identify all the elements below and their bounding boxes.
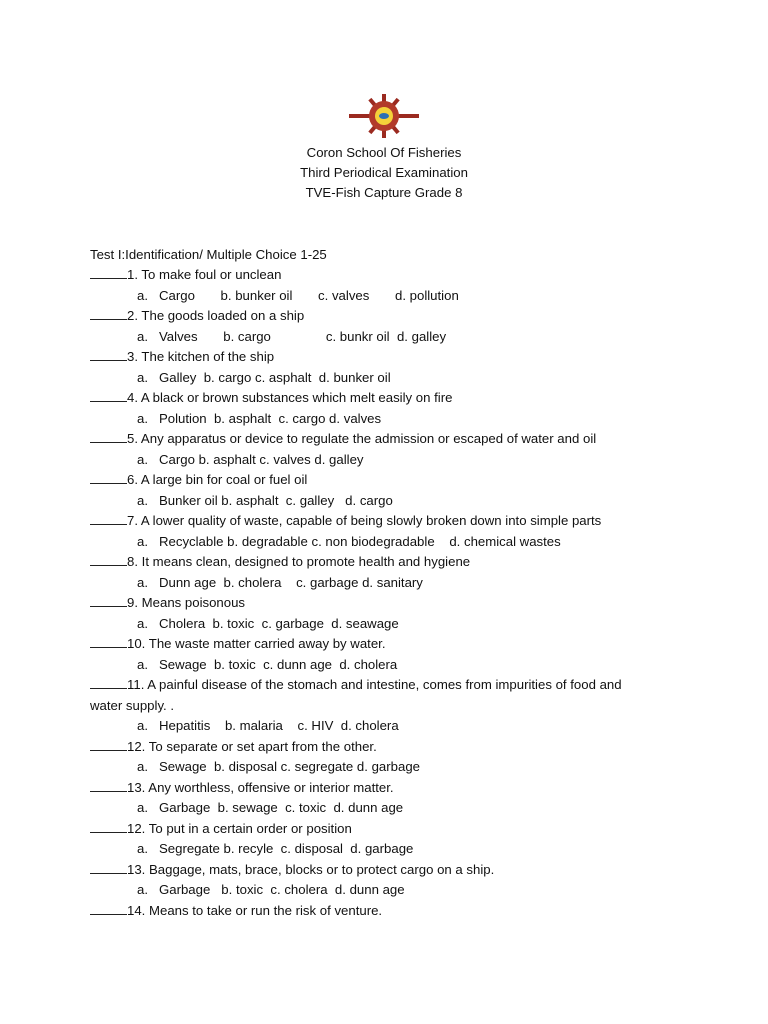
answer-blank[interactable] [90, 903, 127, 915]
answer-blank[interactable] [90, 513, 127, 525]
answer-blank[interactable] [90, 821, 127, 833]
answer-blank[interactable] [90, 780, 127, 792]
question-3 [90, 349, 274, 364]
question-text: 13. Any worthless, offensive or interior matter. [127, 779, 394, 795]
question-9 [90, 595, 245, 610]
question-8 [90, 554, 470, 569]
answer-options: a. Segregate b. recyle c. disposal d. garbage [137, 841, 414, 856]
question-7 [90, 513, 601, 528]
answer-blank[interactable] [90, 595, 127, 607]
answer-options: a. Polution b. asphalt c. cargo d. valves [137, 410, 382, 426]
question-text: 3. The kitchen of the ship [127, 349, 275, 364]
question-6 [90, 472, 307, 487]
school-logo-icon [349, 94, 419, 138]
question-text: 2. The goods loaded on a ship [127, 308, 305, 323]
question-text: 4. A black or brown substances which melt easily on fire [127, 390, 453, 405]
answer-blank[interactable] [90, 677, 127, 689]
question-text: 5. Any apparatus or device to regulate the admission or escaped of water and oil [127, 431, 597, 446]
question-14 [90, 821, 352, 836]
test-title: Test I:Identification/ Multiple Choice 1-25 [90, 247, 327, 262]
exam-title: Third Periodical Examination [300, 165, 468, 180]
answer-options: a. Hepatitis b. malaria c. HIV d. cholera [137, 718, 399, 733]
question-continuation: water supply. . [90, 697, 175, 713]
answer-options: a. Cargo b. asphalt c. valves d. galley [137, 451, 364, 467]
question-text: 7. A lower quality of waste, capable of being slowly broken down into simple parts [127, 513, 602, 528]
answer-options: a. Cargo b. bunker oil c. valves d. pollution [137, 287, 459, 303]
subject-title: TVE-Fish Capture Grade 8 [305, 185, 463, 200]
answer-options: a. Galley b. cargo c. asphalt d. bunker oil [137, 369, 391, 385]
school-name: Coron School Of Fisheries [306, 145, 462, 160]
question-text: 6. A large bin for coal or fuel oil [127, 472, 308, 487]
question-text: 12. To put in a certain order or position [127, 820, 352, 836]
question-4 [90, 390, 452, 405]
question-10 [90, 636, 386, 651]
question-text: 10. The waste matter carried away by water. [127, 636, 386, 651]
question-5 [90, 431, 596, 446]
answer-options: a. Dunn age b. cholera c. garbage d. sanitary [137, 574, 423, 590]
question-text: 12. To separate or set apart from the other. [127, 738, 377, 754]
answer-blank[interactable] [90, 636, 127, 648]
question-15 [90, 862, 494, 877]
answer-options: a. Sewage b. disposal c. segregate d. garbage [137, 759, 420, 774]
question-text: 1. To make foul or unclean [127, 267, 282, 282]
answer-blank[interactable] [90, 739, 127, 751]
question-16 [90, 903, 382, 918]
answer-blank[interactable] [90, 349, 127, 361]
question-text: 9. Means poisonous [127, 595, 246, 610]
question-12 [90, 739, 377, 754]
answer-options: a. Garbage b. toxic c. cholera d. dunn age [137, 882, 405, 897]
question-text: 14. Means to take or run the risk of venture. [127, 902, 383, 918]
answer-options: a. Recyclable b. degradable c. non biodegradable d. chemical wastes [137, 533, 561, 549]
answer-blank[interactable] [90, 431, 127, 443]
question-text: 8. It means clean, designed to promote health and hygiene [127, 554, 471, 569]
answer-blank[interactable] [90, 390, 127, 402]
answer-options: a. Bunker oil b. asphalt c. galley d. cargo [137, 492, 393, 508]
answer-blank[interactable] [90, 308, 127, 320]
question-1 [90, 267, 281, 282]
question-13 [90, 780, 394, 795]
answer-options: a. Valves b. cargo c. bunkr oil d. galley [137, 328, 447, 344]
question-text: 11. A painful disease of the stomach and intestine, comes from impurities of food and [127, 677, 622, 692]
question-11 [90, 677, 622, 692]
answer-blank[interactable] [90, 862, 127, 874]
answer-blank[interactable] [90, 267, 127, 279]
answer-options: a. Cholera b. toxic c. garbage d. seawage [137, 615, 399, 631]
answer-blank[interactable] [90, 554, 127, 566]
question-2 [90, 308, 304, 323]
answer-options: a. Garbage b. sewage c. toxic d. dunn age [137, 800, 404, 815]
answer-blank[interactable] [90, 472, 127, 484]
answer-options: a. Sewage b. toxic c. dunn age d. cholera [137, 656, 398, 672]
question-text: 13. Baggage, mats, brace, blocks or to protect cargo on a ship. [127, 861, 495, 877]
